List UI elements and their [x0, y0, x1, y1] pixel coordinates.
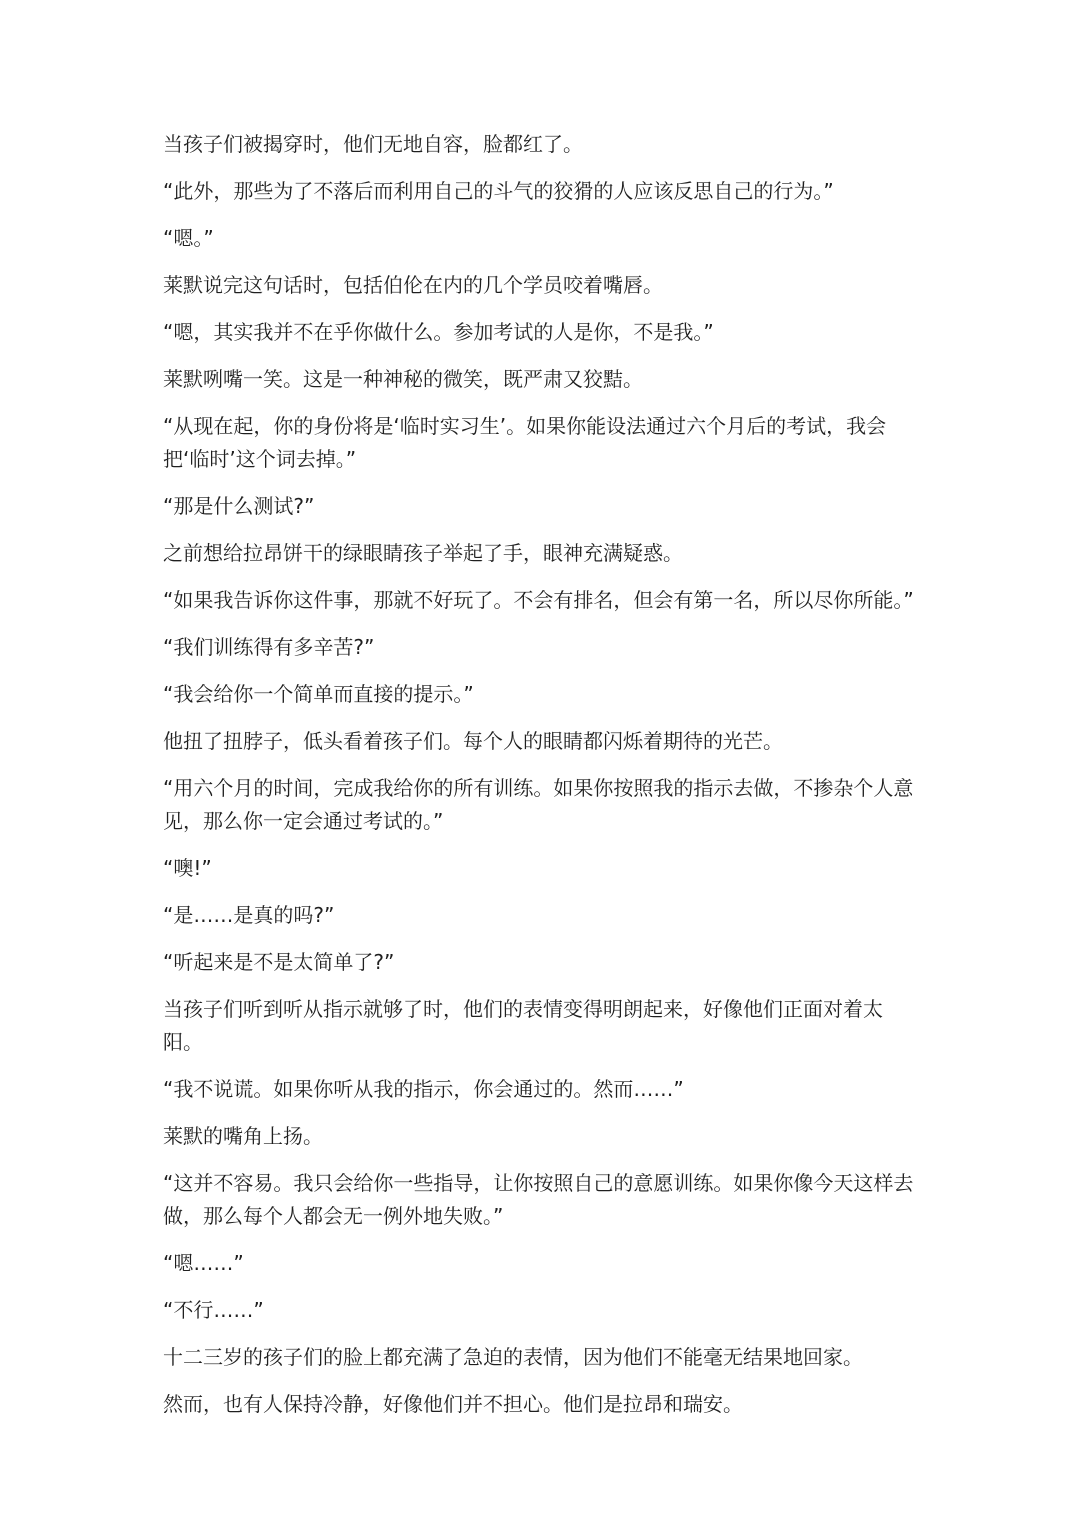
paragraph: “噢!”: [163, 856, 212, 880]
paragraph: “听起来是不是太简单了?”: [163, 950, 395, 974]
paragraph: 当孩子们听到听从指示就够了时，他们的表情变得明朗起来，好像他们正面对着太阳。: [163, 997, 883, 1054]
story-text: [163, 128, 918, 1435]
paragraph: 他扭了扭脖子，低头看着孩子们。每个人的眼睛都闪烁着期待的光芒。: [163, 729, 783, 753]
paragraph: “嗯，其实我并不在乎你做什么。参加考试的人是你，不是我。”: [163, 320, 714, 344]
paragraph: 莱默说完这句话时，包括伯伦在内的几个学员咬着嘴唇。: [163, 273, 663, 297]
paragraph: “如果我告诉你这件事，那就不好玩了。不会有排名，但会有第一名，所以尽你所能。”: [163, 588, 914, 612]
paragraph: “我不说谎。如果你听从我的指示，你会通过的。然而……”: [163, 1077, 684, 1101]
paragraph: “嗯……”: [163, 1251, 244, 1275]
paragraph: “是……是真的吗?”: [163, 903, 335, 927]
paragraph: “不行……”: [163, 1298, 264, 1322]
paragraph: “那是什么测试?”: [163, 494, 315, 518]
paragraph: “我们训练得有多辛苦?”: [163, 635, 375, 659]
paragraph: “从现在起，你的身份将是‘临时实习生’。如果你能设法通过六个月后的考试，我会把‘临时’这个词去掉。”: [163, 414, 887, 471]
paragraph: 十二三岁的孩子们的脸上都充满了急迫的表情，因为他们不能毫无结果地回家。: [163, 1345, 863, 1369]
paragraph: “我会给你一个简单而直接的提示。”: [163, 682, 474, 706]
paragraph: 然而，也有人保持冷静，好像他们并不担心。他们是拉昂和瑞安。: [163, 1392, 743, 1416]
paragraph: 莱默咧嘴一笑。这是一种神秘的微笑，既严肃又狡黠。: [163, 367, 643, 391]
paragraph: 之前想给拉昂饼干的绿眼睛孩子举起了手，眼神充满疑惑。: [163, 541, 683, 565]
paragraph: “用六个月的时间，完成我给你的所有训练。如果你按照我的指示去做，不掺杂个人意见，那么你一定会通过考试的。”: [163, 776, 914, 833]
paragraph: “此外，那些为了不落后而利用自己的斗气的狡猾的人应该反思自己的行为。”: [163, 179, 834, 203]
paragraph: 莱默的嘴角上扬。: [163, 1124, 323, 1148]
paragraph: “这并不容易。我只会给你一些指导，让你按照自己的意愿训练。如果你像今天这样去做，那么每个人都会无一例外地失败。”: [163, 1171, 914, 1228]
paragraph: 当孩子们被揭穿时，他们无地自容，脸都红了。: [163, 132, 583, 156]
paragraph: “嗯。”: [163, 226, 214, 250]
